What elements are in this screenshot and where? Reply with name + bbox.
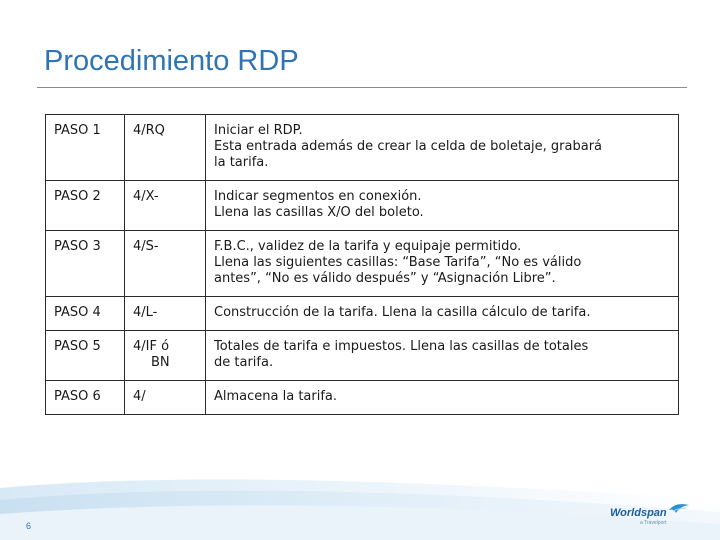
entry-line: 4/IF ó (133, 339, 170, 354)
description-line: Indicar segmentos en conexión. (214, 189, 422, 204)
slide-title: Procedimiento RDP (44, 45, 299, 77)
description-cell (206, 181, 679, 231)
page-number: 6 (26, 521, 32, 531)
description-line: Almacena la tarifa. (214, 389, 338, 404)
logo-subtext: a Travelport (640, 520, 667, 526)
table-row (46, 231, 679, 297)
entry-cell: 4/S- (125, 231, 206, 297)
step-cell: PASO 3 (46, 231, 125, 297)
description-line: la tarifa. (214, 155, 269, 170)
description-cell (206, 297, 679, 331)
description-line: Iniciar el RDP. (214, 123, 303, 138)
description-cell (206, 115, 679, 181)
step-cell: PASO 6 (46, 381, 125, 415)
step-cell: PASO 4 (46, 297, 125, 331)
description-cell (206, 231, 679, 297)
entry-cell (125, 331, 206, 381)
description-line: Llena las casillas X/O del boleto. (214, 205, 424, 220)
description-line: Construcción de la tarifa. Llena la casilla cálculo de tarifa. (214, 305, 591, 320)
step-cell: PASO 2 (46, 181, 125, 231)
description-line: de tarifa. (214, 355, 274, 370)
entry-cell: 4/RQ (125, 115, 206, 181)
description-line: F.B.C., validez de la tarifa y equipaje permitido. (214, 239, 522, 254)
worldspan-bird-icon (668, 501, 690, 515)
worldspan-logo (610, 503, 667, 526)
entry-cell: 4/X- (125, 181, 206, 231)
table-row (46, 381, 679, 415)
description-line: Totales de tarifa e impuestos. Llena las casillas de totales (214, 339, 589, 354)
table-row (46, 331, 679, 381)
logo-text: Worldspan (610, 507, 667, 519)
step-cell: PASO 1 (46, 115, 125, 181)
table-row (46, 297, 679, 331)
step-cell: PASO 5 (46, 331, 125, 381)
entry-cell: 4/L- (125, 297, 206, 331)
table-row (46, 181, 679, 231)
description-line: Esta entrada además de crear la celda de boletaje, grabará (214, 139, 603, 154)
description-cell (206, 381, 679, 415)
table-row (46, 115, 679, 181)
description-line: antes”, “No es válido después” y “Asignación Libre”. (214, 271, 556, 286)
steps-table (45, 114, 679, 415)
entry-cell: 4/ (125, 381, 206, 415)
title-divider (37, 87, 687, 88)
entry-line: BN (151, 355, 170, 370)
description-cell (206, 331, 679, 381)
description-line: Llena las siguientes casillas: “Base Tarifa”, “No es válido (214, 255, 582, 270)
